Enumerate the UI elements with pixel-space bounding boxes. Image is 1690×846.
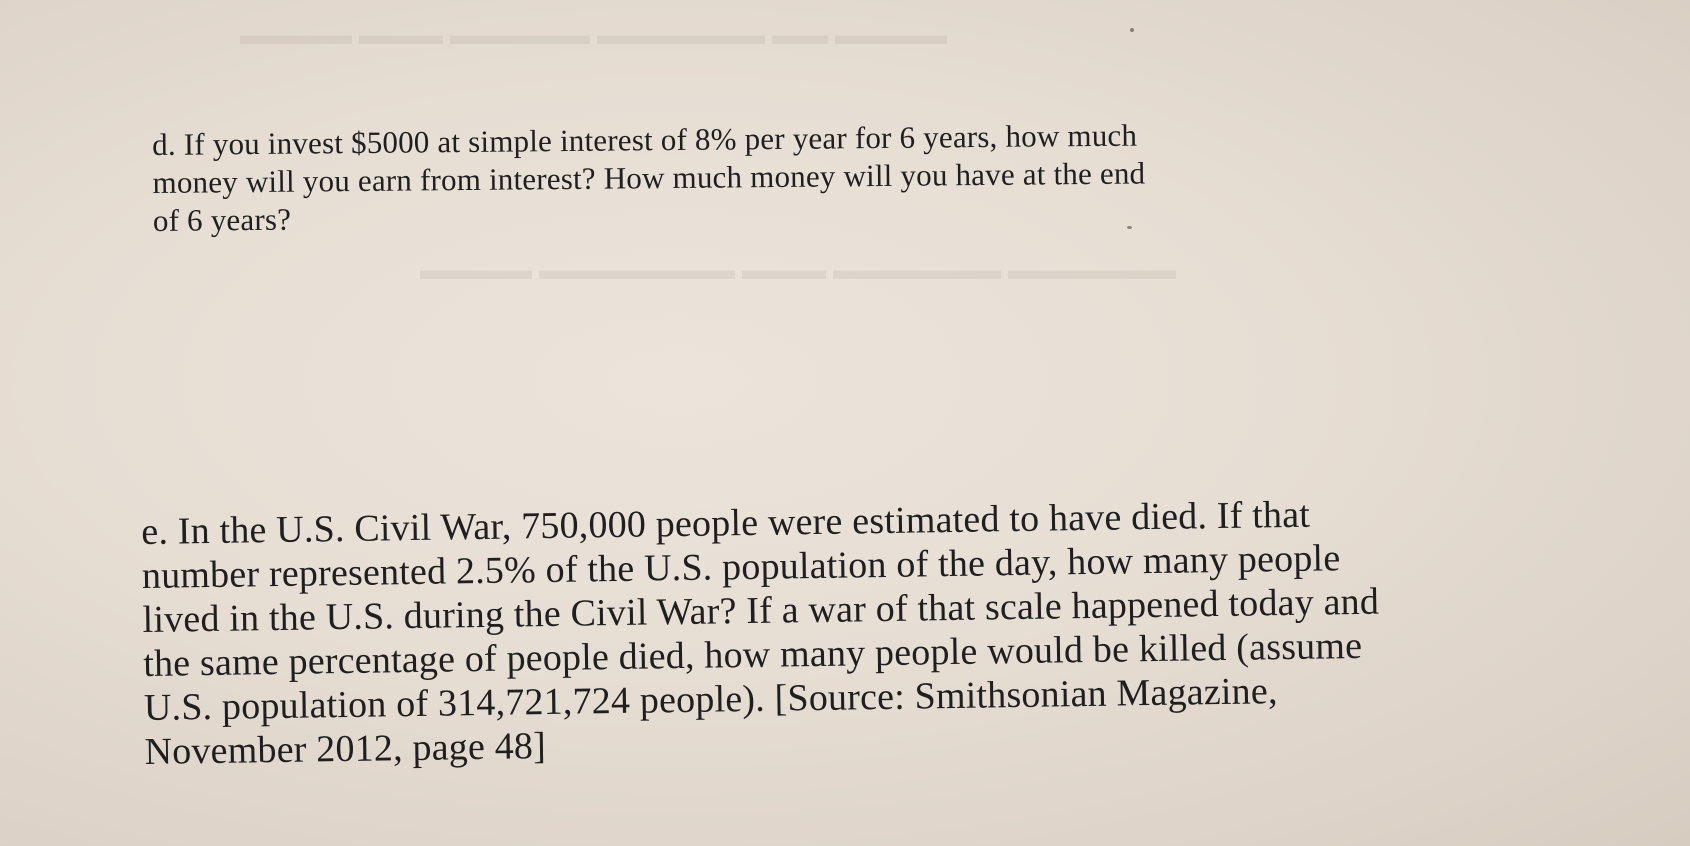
question-line: U.S. population of 314,721,724 people). [Source: Smithsonian Magazine, <box>143 670 1278 729</box>
show-through-texture: ▬▬▬▬ ▬▬ ▬▬▬▬▬▬ ▬▬▬▬▬ ▬▬▬ ▬▬▬▬ <box>240 20 947 51</box>
show-through-texture: ▬▬▬▬▬▬ ▬▬▬▬▬▬ ▬▬▬ ▬▬▬▬▬▬▬ ▬▬▬▬ <box>420 255 1176 286</box>
question-e <box>141 492 1381 774</box>
question-d <box>152 116 1146 240</box>
question-line: d. If you invest $5000 at simple interest of 8% per year for 6 years, how much <box>152 117 1138 162</box>
question-line: lived in the U.S. during the Civil War? If a war of that scale happened today and <box>142 580 1380 641</box>
paper-speck <box>1130 28 1134 32</box>
question-line: e. In the U.S. Civil War, 750,000 people were estimated to have died. If that <box>141 493 1311 553</box>
question-line: November 2012, page 48] <box>144 725 547 773</box>
question-line: money will you earn from interest? How much money will you have at the end <box>152 155 1146 200</box>
question-line: of 6 years? <box>152 201 292 238</box>
question-line: the same percentage of people died, how many people would be killed (assume <box>142 624 1363 685</box>
question-line: number represented 2.5% of the U.S. population of the day, how many people <box>141 537 1341 597</box>
